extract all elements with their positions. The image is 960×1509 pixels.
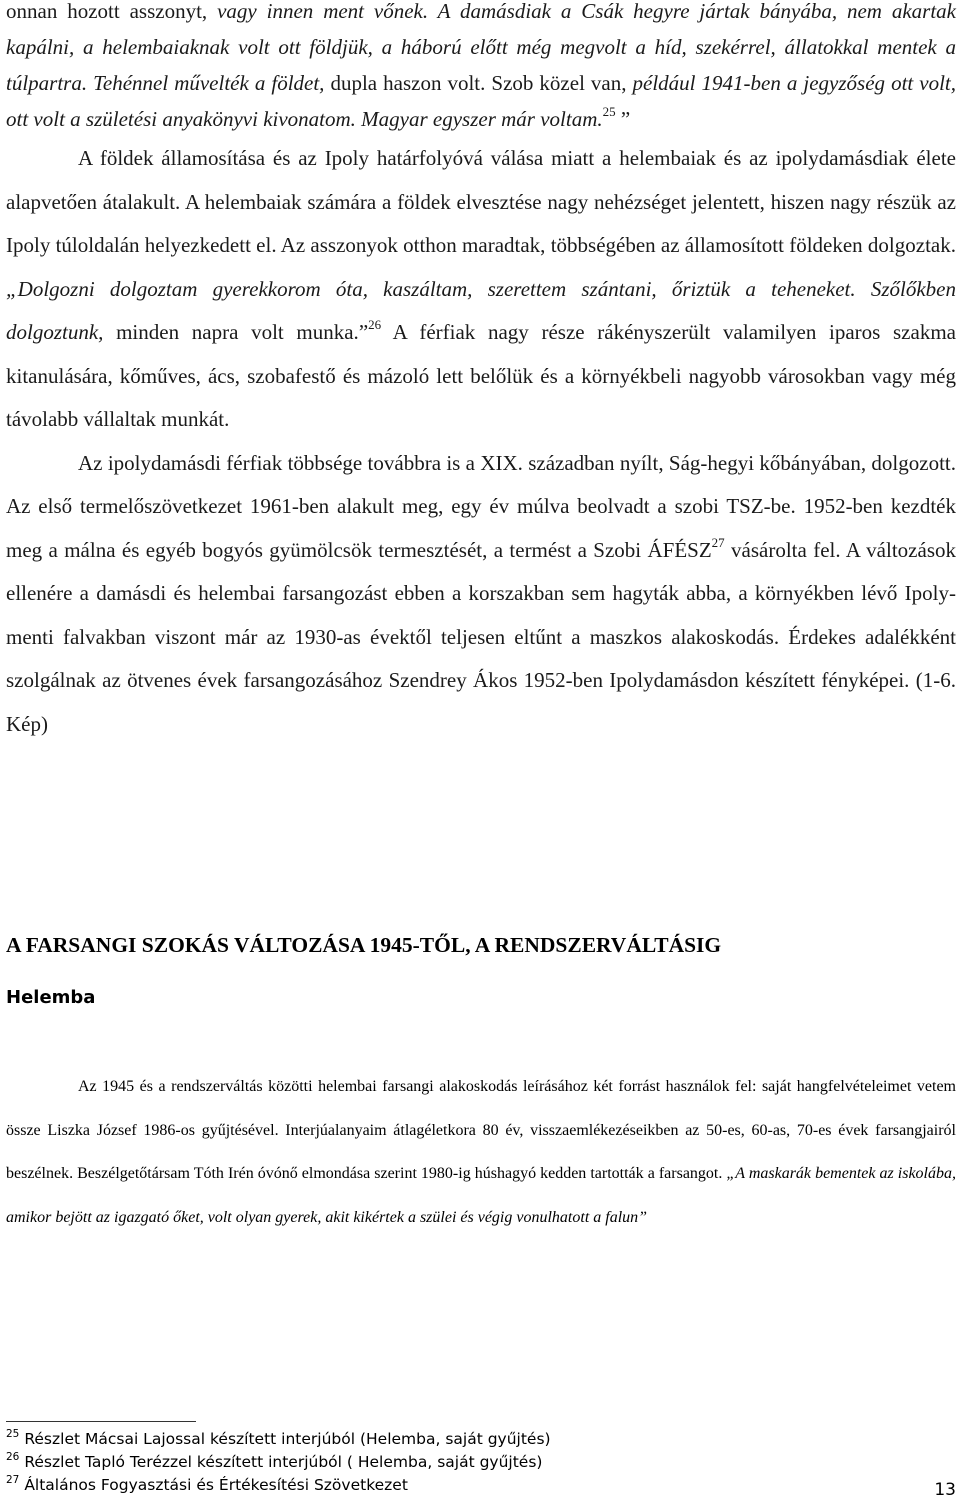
closing-quote: ” [358, 320, 369, 344]
footnote-number: 27 [6, 1473, 20, 1486]
quote-italic: például 1941-ben a jegyzőség ott volt, ott volt a születési anyakönyvi kivonatom. Magyar egyszer már voltam. [6, 71, 956, 131]
footnote-27 [6, 1474, 956, 1497]
text-run: onnan hozott asszonyt, [6, 0, 218, 23]
quote-italic: „Dolgozni dolgoztam gyerekkorom óta, kaszáltam, szerettem szántani, őriztük a teheneket. Szőlőkben dolgoztunk, [6, 276, 956, 344]
text-run: Az ipolydamásdi férfiak többsége továbbra is a XIX. században nyílt, Ság-hegyi kőbányában, dolgozott. Az első termelőszövetkezet 1961-ben alakult meg, egy év múlva beolvadt a szobi TSZ-be. 1952-ben kezdték meg a málna és egyéb bogyós gyümölcsök termesztését, a termést a Szobi ÁFÉSZ [6, 450, 956, 562]
footnote-25 [6, 1428, 956, 1451]
closing-quote: ” [615, 107, 631, 131]
footnote-text: Részlet Tapló Terézzel készített interjúból ( Helemba, saját gyűjtés) [24, 1453, 543, 1471]
footnote-ref-27[interactable]: 27 [711, 534, 725, 550]
footnote-text: Általános Fogyasztási és Értékesítési Szövetkezet [24, 1476, 408, 1494]
section-helemba-body [6, 1065, 956, 1239]
quote-italic: „A maskarák bementek az iskolába, amikor bejött [6, 1165, 956, 1226]
quote-italic: vagy innen ment vőnek. A damásdiak a Csák hegyre jártak bányába, nem akartak kapálni, a helembaiaknak volt ott földjük, a háború előtt még megvolt a híd, szekérrel, állatokkal mentek a túlpartra. Tehénnel művelték a földet, [6, 0, 956, 95]
footnote-26 [6, 1451, 956, 1474]
footnote-number: 26 [6, 1450, 20, 1463]
footnotes [6, 1428, 956, 1497]
text-run: vásárolta fel. A változások ellenére a damásdi és helembai farsangozást ebben a korszakban sem hagyták abba, a környékben lévő Ipoly-menti falvakban viszont már az 1930-as évektől teljesen eltűnt a maszkos alakoskodás. Érdekes adalékként szolgálnak az ötvenes évek farsangozásához Szendrey Ákos 1952-ben Ipolydamásdon készített fényképei. (1-6. Kép) [6, 537, 956, 736]
paragraph-land-nationalization [6, 137, 956, 442]
section-subheading: Helemba [6, 987, 96, 1008]
footnote-ref-26[interactable]: 26 [368, 317, 382, 332]
text-run: Az 1945 és a rendszerváltás közötti helembai farsangi alakoskodás leírásához két forrást használok fel: saját hangfelvételeimet vetem össze Liszka József 1986-os gyűjtésével. Interjúalanyaim átlagéletkora 80 év, visszaemlékezéseikben az 50-es, 60-as, 70-es évek farsangjairól beszélnek. Beszélgetőtársam Tóth Irén óvónő elmondása szerint 1980-ig húshagyó kedden tartották a farsangot. [6, 1078, 956, 1182]
text-run: A földek államosítása és az Ipoly határfolyóvá válása miatt a helembaiak és az ipolydamásdiak élete alapvetően átalakult. A helembaiak számára a földek elvesztése nagy nehézséget jelentett, hiszen nagy részük az Ipoly túloldalán helyezkedett el. Az asszonyok otthon maradtak, többségében az államosított földeken dolgoztak. [6, 146, 956, 257]
quote-italic: az igazgató őket, volt olyan gyerek, akit kikértek a szülei és végig vonulhatott a falun” [95, 1208, 648, 1226]
text-run: A férfiak nagy része rákényszerült valamilyen iparos szakma kitanulására, kőműves, ács, szobafestő és mázoló lett belőlük és a környékbeli nagyobb városokban vagy még távolabb vállaltak munkát. [6, 320, 956, 431]
paragraph-ipolydamasd-men [6, 442, 956, 747]
page-number: 13 [934, 1480, 956, 1500]
document-page [6, 0, 956, 746]
paragraph-interview-quote-continued [6, 0, 956, 137]
footnote-text: Részlet Mácsai Lajossal készített interjúból (Helemba, saját gyűjtés) [24, 1430, 551, 1448]
footnote-divider [6, 1421, 196, 1422]
footnote-ref-25[interactable]: 25 [602, 104, 616, 119]
paragraph-helemba-sources [6, 1065, 956, 1239]
text-run: minden napra volt munka. [116, 320, 359, 344]
footnote-number: 25 [6, 1427, 20, 1440]
text-run: dupla haszon volt. Szob közel van, [330, 71, 633, 95]
section-heading: A FARSANGI SZOKÁS VÁLTOZÁSA 1945-TŐL, A RENDSZERVÁLTÁSIG [6, 933, 722, 957]
